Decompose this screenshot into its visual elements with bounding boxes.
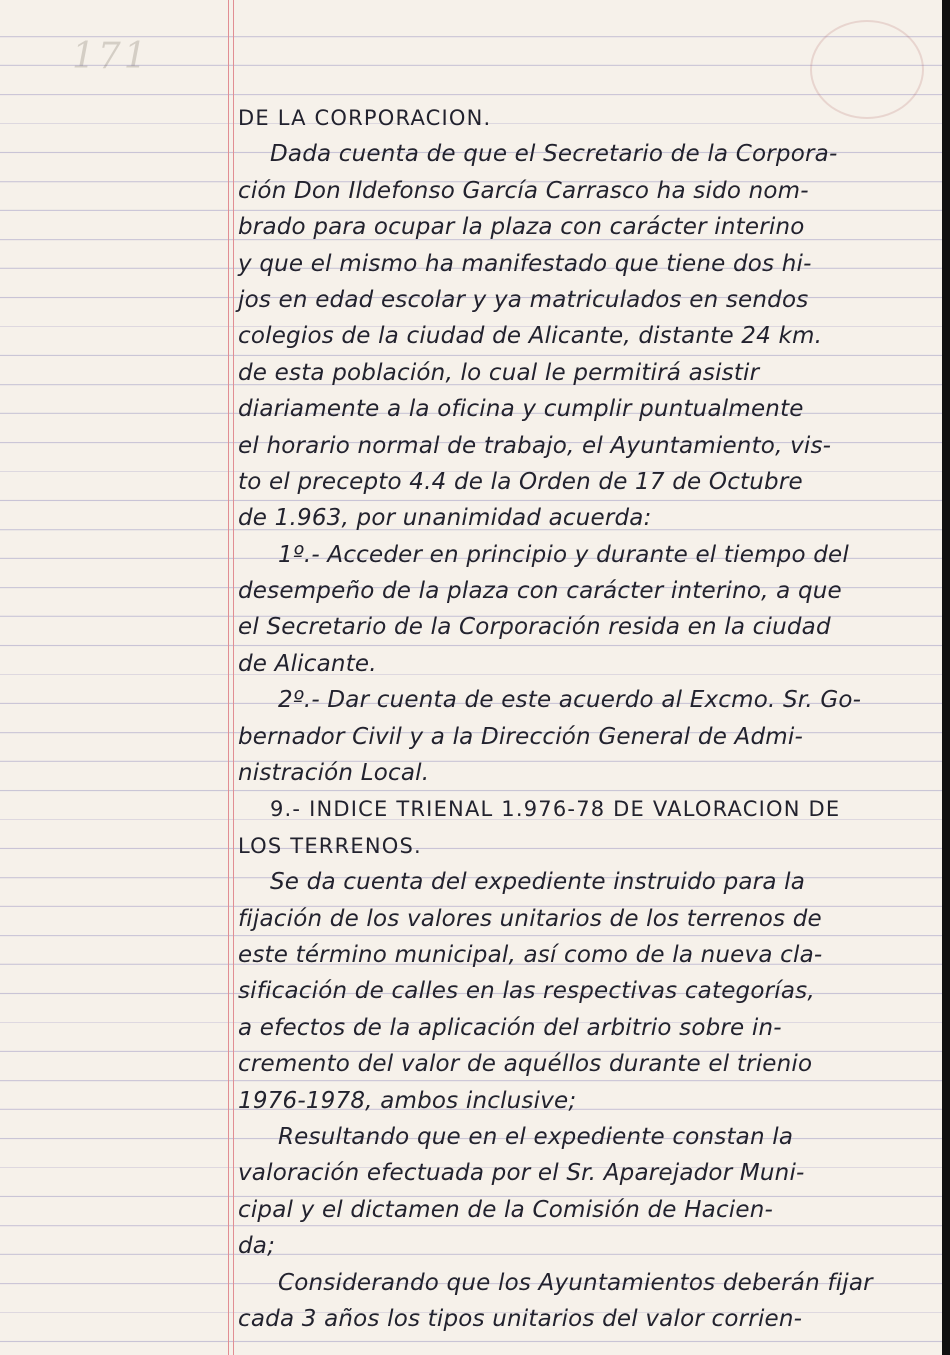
- text-line: cada 3 años los tipos unitarios del valor corrien-: [238, 1305, 803, 1332]
- text-line: colegios de la ciudad de Alicante, distante 24 km.: [238, 323, 823, 350]
- text-line: 1º.- Acceder en principio y durante el tiempo del: [278, 541, 849, 568]
- text-line: valoración efectuada por el Sr. Aparejador Muni-: [238, 1160, 805, 1187]
- handwritten-text: [238, 100, 918, 1337]
- text-line: el horario normal de trabajo, el Ayuntamiento, vis-: [238, 432, 832, 459]
- text-line: Dada cuenta de que el Secretario de la Corpora-: [270, 141, 838, 168]
- text-line: 9.- INDICE TRIENAL 1.976-78 DE VALORACION DE: [270, 797, 841, 822]
- page-edge: [942, 0, 950, 1355]
- text-line: Resultando que en el expediente constan la: [278, 1123, 794, 1150]
- text-line: LOS TERRENOS.: [238, 833, 422, 858]
- text-line: de esta población, lo cual le permitirá asistir: [238, 359, 760, 386]
- text-line: de Alicante.: [238, 650, 377, 677]
- text-line: 1976-1978, ambos inclusive;: [238, 1087, 577, 1114]
- text-line: fijación de los valores unitarios de los terrenos de: [238, 905, 822, 932]
- text-line: brado para ocupar la plaza con carácter interino: [238, 214, 805, 241]
- text-line: DE LA CORPORACION.: [238, 106, 492, 130]
- text-line: sificación de calles en las respectivas categorías,: [238, 978, 815, 1005]
- text-line: jos en edad escolar y ya matriculados en sendos: [238, 286, 809, 313]
- text-line: este término municipal, así como de la nueva cla-: [238, 941, 823, 968]
- text-line: el Secretario de la Corporación resida en la ciudad: [238, 614, 831, 641]
- text-line: 2º.- Dar cuenta de este acuerdo al Excmo. Sr. Go-: [278, 687, 862, 714]
- text-line: nistración Local.: [238, 760, 430, 787]
- text-line: desempeño de la plaza con carácter interino, a que: [238, 578, 842, 605]
- text-line: Se da cuenta del expediente instruido para la: [270, 869, 806, 896]
- text-line: da;: [238, 1233, 276, 1260]
- text-line: Considerando que los Ayuntamientos deberán fijar: [278, 1269, 873, 1296]
- margin-line: [233, 0, 234, 1355]
- text-line: cipal y el dictamen de la Comisión de Hacien-: [238, 1196, 774, 1223]
- text-line: de 1.963, por unanimidad acuerda:: [238, 505, 652, 532]
- text-line: to el precepto 4.4 de la Orden de 17 de Octubre: [238, 468, 803, 495]
- text-line: y que el mismo ha manifestado que tiene dos hi-: [238, 250, 812, 277]
- text-line: ción Don Ildefonso García Carrasco ha sido nom-: [238, 177, 809, 204]
- text-line: a efectos de la aplicación del arbitrio sobre in-: [238, 1014, 782, 1041]
- page-number: 171: [72, 36, 150, 77]
- text-line: diariamente a la oficina y cumplir puntualmente: [238, 396, 804, 423]
- text-line: cremento del valor de aquéllos durante el trienio: [238, 1051, 813, 1078]
- margin-line: [228, 0, 229, 1355]
- text-line: bernador Civil y a la Dirección General de Admi-: [238, 723, 803, 750]
